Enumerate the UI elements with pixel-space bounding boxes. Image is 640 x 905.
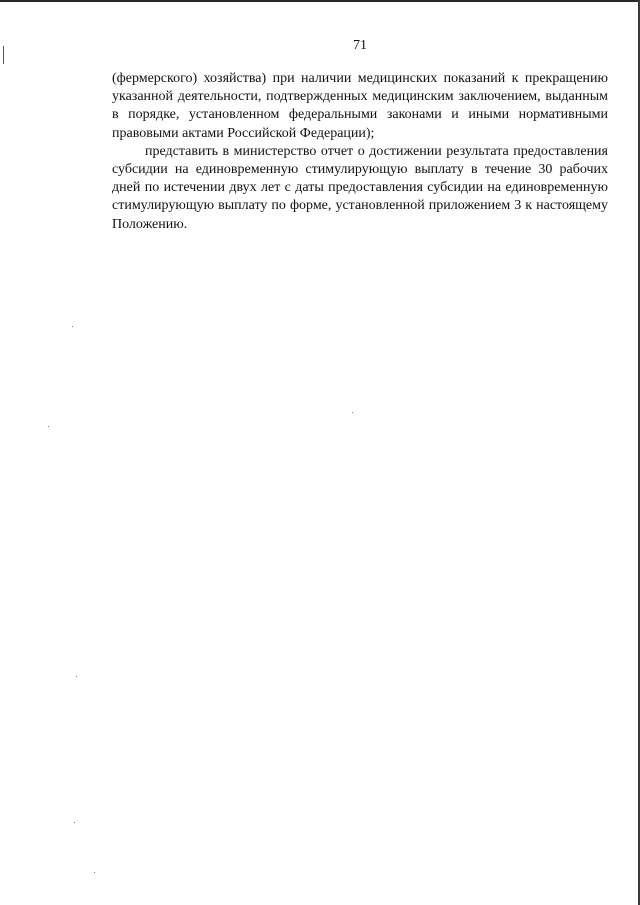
scan-edge-top <box>0 0 640 2</box>
scan-speck <box>74 822 75 823</box>
page-number: 71 <box>353 38 367 53</box>
scan-speck <box>76 676 77 677</box>
scan-speck <box>48 426 49 427</box>
paragraph-report-obligation: представить в министерство отчет о достижении результата предоставления субсидии на единовременную стимулирующую выплату в течение 30 рабочих дней по истечении двух лет с даты предоставления субсидии на единовременную стимулирующую выплату по форме, установленной приложением 3 к настоящему Положению. <box>112 143 608 232</box>
document-body <box>112 70 608 234</box>
scan-speck <box>352 412 353 413</box>
scan-speck <box>94 872 95 873</box>
scan-speck <box>72 326 73 327</box>
paragraph-continuation: (фермерского) хозяйства) при наличии медицинских показаний к прекращению указанной деятельности, подтвержденных медицинским заключением, выданным в порядке, установленном федеральными законами и иными нормативными правовыми актами Российской Федерации); <box>112 71 608 141</box>
